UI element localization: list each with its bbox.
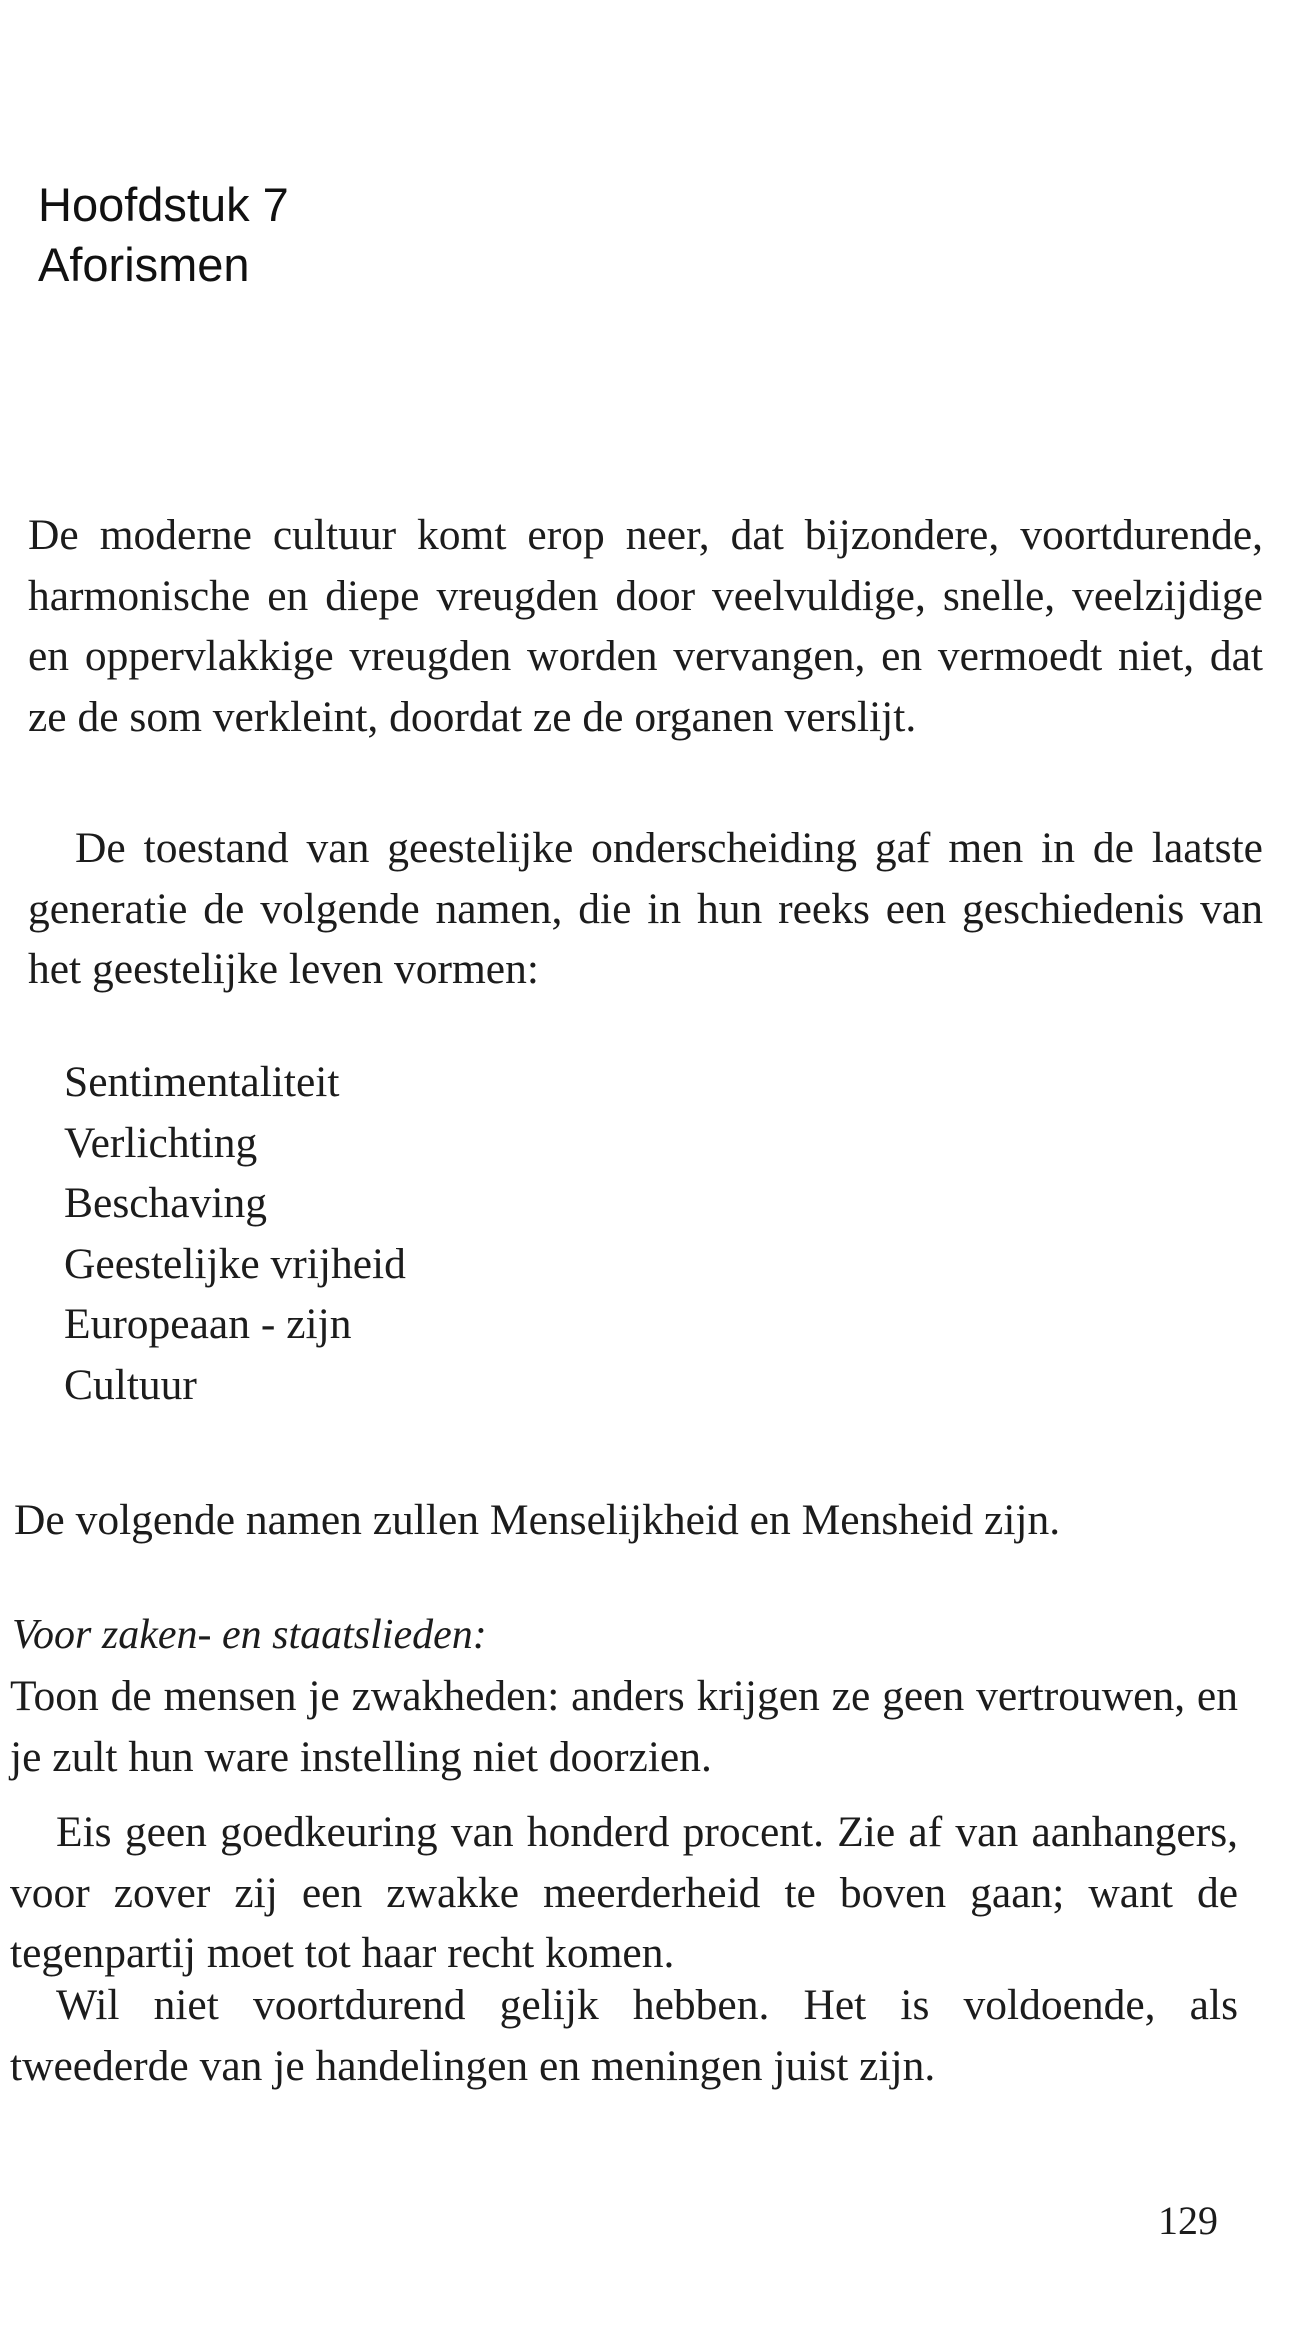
paragraph-spiritual-distinction: De toestand van geestelijke onderscheiding gaf men in de laatste generatie de volgende namen, die in hun reeks een geschiedenis van het geestelijke leven vormen: [28,824,1263,993]
list-item: Europeaan - zijn [64,1300,352,1348]
paragraph-modern-culture: De moderne cultuur komt erop neer, dat bijzondere, voortdurende, harmonische en diepe vreugden door veelvuldige, snelle, veelzijdige en oppervlakkige vreugden worden vervangen, en vermoedt niet, dat ze de som verkleint, doordat ze de organen verslijt. [28,511,1263,741]
list-item: Geestelijke vrijheid [64,1239,406,1288]
aphorism-approval: Eis geen goedkeuring van honderd procent. Zie af van aanhangers, voor zover zij een zwakke meerderheid te boven gaan; want de tegenpartij moet tot haar recht komen. [10,1808,1238,1977]
aphorism-being-right: Wil niet voortdurend gelijk hebben. Het is voldoende, als tweederde van je handelingen en meningen juist zijn. [10,1981,1238,2090]
list-item: Beschaving [64,1179,267,1227]
paragraph-next-names: De volgende namen zullen Menselijkheid en Mensheid zijn. [14,1496,1061,1544]
page-number: 129 [1158,2198,1218,2243]
aphorism-weaknesses: Toon de mensen je zwakheden: anders krijgen ze geen vertrouwen, en je zult hun ware instelling niet doorzien. [10,1672,1238,1781]
list-item: Verlichting [64,1118,258,1167]
chapter-heading [38,175,289,295]
section-heading: Voor zaken- en staatslieden: [12,1612,487,1658]
chapter-title: Aforismen [38,238,250,291]
chapter-number: Hoofdstuk 7 [38,178,289,231]
names-list [64,1052,406,1415]
list-item: Cultuur [64,1360,197,1409]
list-item: Sentimentaliteit [64,1058,340,1106]
